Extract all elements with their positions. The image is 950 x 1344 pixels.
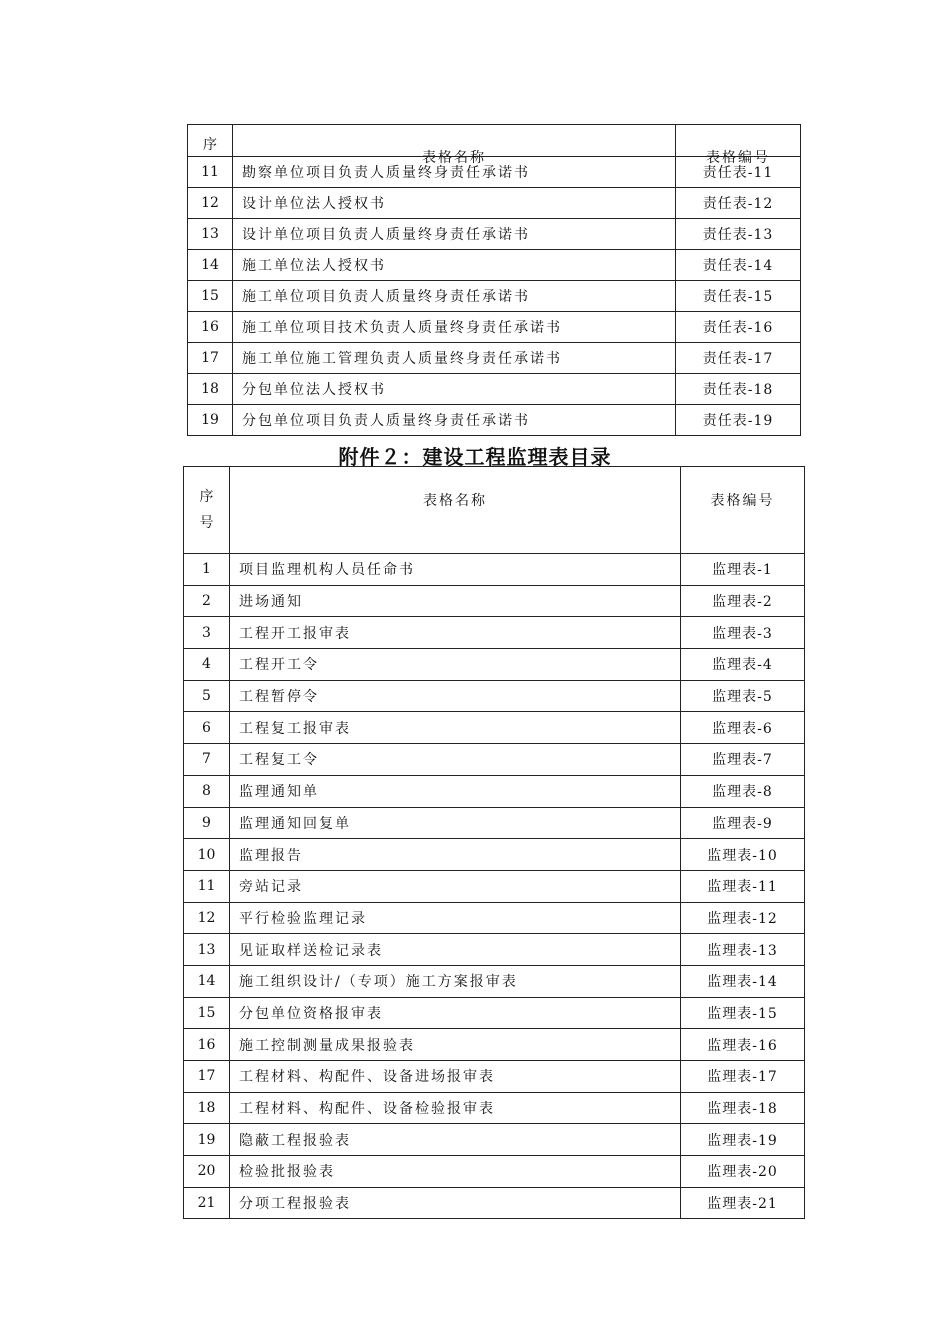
table-row	[184, 680, 805, 712]
header-no-line1: 序	[199, 489, 214, 505]
table-row	[188, 250, 801, 281]
table-row	[184, 997, 805, 1029]
row-number: 16	[184, 1029, 230, 1061]
row-number: 8	[184, 775, 230, 807]
form-code: 责任表-12	[676, 188, 801, 219]
row-number: 19	[188, 405, 233, 436]
table-header-row	[184, 467, 805, 554]
row-number: 11	[188, 157, 233, 188]
row-number: 17	[188, 343, 233, 374]
row-number: 16	[188, 312, 233, 343]
table-row	[184, 934, 805, 966]
form-code: 监理表-11	[681, 870, 805, 902]
header-cell-no	[184, 467, 230, 554]
table-row	[188, 281, 801, 312]
form-code: 监理表-13	[681, 934, 805, 966]
table-row	[184, 807, 805, 839]
form-name: 见证取样送检记录表	[230, 934, 681, 966]
row-number: 14	[184, 965, 230, 997]
form-name: 分包单位法人授权书	[233, 374, 676, 405]
form-name: 隐蔽工程报验表	[230, 1124, 681, 1156]
form-code: 监理表-3	[681, 617, 805, 649]
row-number: 18	[184, 1092, 230, 1124]
form-name: 施工组织设计/（专项）施工方案报审表	[230, 965, 681, 997]
row-number: 3	[184, 617, 230, 649]
form-code: 责任表-15	[676, 281, 801, 312]
form-name: 分包单位项目负责人质量终身责任承诺书	[233, 405, 676, 436]
form-name: 工程暂停令	[230, 680, 681, 712]
table-row	[184, 1061, 805, 1093]
table-row	[184, 965, 805, 997]
form-name: 旁站记录	[230, 870, 681, 902]
form-name: 施工控制测量成果报验表	[230, 1029, 681, 1061]
table-row	[184, 712, 805, 744]
table-row	[184, 554, 805, 586]
table-row	[188, 188, 801, 219]
form-name: 进场通知	[230, 585, 681, 617]
supervision-forms-table	[183, 466, 805, 1219]
form-name: 设计单位项目负责人质量终身责任承诺书	[233, 219, 676, 250]
row-number: 11	[184, 870, 230, 902]
table-row	[184, 775, 805, 807]
table-row	[184, 1092, 805, 1124]
table-row	[184, 585, 805, 617]
table-row	[188, 405, 801, 436]
form-code: 责任表-11	[676, 157, 801, 188]
form-name: 勘察单位项目负责人质量终身责任承诺书	[233, 157, 676, 188]
table-row	[188, 219, 801, 250]
row-number: 10	[184, 839, 230, 871]
header-code-label: 表格编号	[706, 150, 770, 166]
form-name: 施工单位项目技术负责人质量终身责任承诺书	[233, 312, 676, 343]
header-cell-no	[188, 125, 233, 157]
table-row	[184, 902, 805, 934]
responsibility-forms-table	[187, 124, 801, 436]
form-code: 监理表-21	[681, 1187, 805, 1219]
table-row	[184, 744, 805, 776]
header-cell-code: 表格编号	[681, 467, 805, 554]
form-code: 监理表-1	[681, 554, 805, 586]
form-code: 责任表-16	[676, 312, 801, 343]
form-code: 监理表-4	[681, 649, 805, 681]
form-name: 工程材料、构配件、设备进场报审表	[230, 1061, 681, 1093]
form-code: 监理表-18	[681, 1092, 805, 1124]
header-no-label: 序	[203, 137, 217, 153]
row-number: 6	[184, 712, 230, 744]
table-row	[184, 1187, 805, 1219]
table-row	[184, 649, 805, 681]
form-name: 施工单位项目负责人质量终身责任承诺书	[233, 281, 676, 312]
form-name: 监理报告	[230, 839, 681, 871]
form-name: 检验批报验表	[230, 1156, 681, 1188]
row-number: 15	[188, 281, 233, 312]
header-no-line2: 号	[199, 515, 214, 531]
form-code: 监理表-7	[681, 744, 805, 776]
form-code: 监理表-16	[681, 1029, 805, 1061]
form-code: 责任表-19	[676, 405, 801, 436]
form-code: 监理表-19	[681, 1124, 805, 1156]
table-row	[184, 870, 805, 902]
table-row	[188, 374, 801, 405]
form-name: 工程开工报审表	[230, 617, 681, 649]
table-row	[184, 839, 805, 871]
form-name: 项目监理机构人员任命书	[230, 554, 681, 586]
form-code: 监理表-5	[681, 680, 805, 712]
row-number: 13	[184, 934, 230, 966]
appendix-2-title: 附件２：建设工程监理表目录	[338, 445, 612, 469]
row-number: 21	[184, 1187, 230, 1219]
table-row	[184, 1156, 805, 1188]
form-name: 监理通知单	[230, 775, 681, 807]
header-cell-name	[233, 125, 676, 166]
row-number: 7	[184, 744, 230, 776]
form-name: 平行检验监理记录	[230, 902, 681, 934]
table-row	[184, 1124, 805, 1156]
form-name: 分项工程报验表	[230, 1187, 681, 1219]
form-code: 责任表-13	[676, 219, 801, 250]
row-number: 4	[184, 649, 230, 681]
form-code: 监理表-2	[681, 585, 805, 617]
form-code: 监理表-6	[681, 712, 805, 744]
form-name: 工程开工令	[230, 649, 681, 681]
form-name: 施工单位法人授权书	[233, 250, 676, 281]
form-code: 责任表-17	[676, 343, 801, 374]
row-number: 12	[184, 902, 230, 934]
table-row	[188, 343, 801, 374]
row-number: 5	[184, 680, 230, 712]
table-row	[184, 617, 805, 649]
row-number: 14	[188, 250, 233, 281]
row-number: 2	[184, 585, 230, 617]
row-number: 15	[184, 997, 230, 1029]
form-code: 责任表-14	[676, 250, 801, 281]
row-number: 9	[184, 807, 230, 839]
form-name: 设计单位法人授权书	[233, 188, 676, 219]
form-code: 监理表-17	[681, 1061, 805, 1093]
table-row	[184, 1029, 805, 1061]
row-number: 19	[184, 1124, 230, 1156]
row-number: 13	[188, 219, 233, 250]
form-code: 监理表-12	[681, 902, 805, 934]
form-code: 监理表-10	[681, 839, 805, 871]
table-row	[188, 312, 801, 343]
header-cell-code	[676, 125, 801, 166]
header-name-label: 表格名称	[422, 150, 486, 166]
form-name: 施工单位施工管理负责人质量终身责任承诺书	[233, 343, 676, 374]
row-number: 1	[184, 554, 230, 586]
form-code: 责任表-18	[676, 374, 801, 405]
form-code: 监理表-20	[681, 1156, 805, 1188]
row-number: 12	[188, 188, 233, 219]
form-name: 分包单位资格报审表	[230, 997, 681, 1029]
header-cell-name: 表格名称	[230, 467, 681, 554]
form-code: 监理表-15	[681, 997, 805, 1029]
row-number: 17	[184, 1061, 230, 1093]
form-code: 监理表-9	[681, 807, 805, 839]
row-number: 20	[184, 1156, 230, 1188]
table-header-row	[188, 125, 801, 157]
form-name: 工程复工令	[230, 744, 681, 776]
form-name: 监理通知回复单	[230, 807, 681, 839]
form-name: 工程复工报审表	[230, 712, 681, 744]
form-name: 工程材料、构配件、设备检验报审表	[230, 1092, 681, 1124]
form-code: 监理表-8	[681, 775, 805, 807]
row-number: 18	[188, 374, 233, 405]
form-code: 监理表-14	[681, 965, 805, 997]
